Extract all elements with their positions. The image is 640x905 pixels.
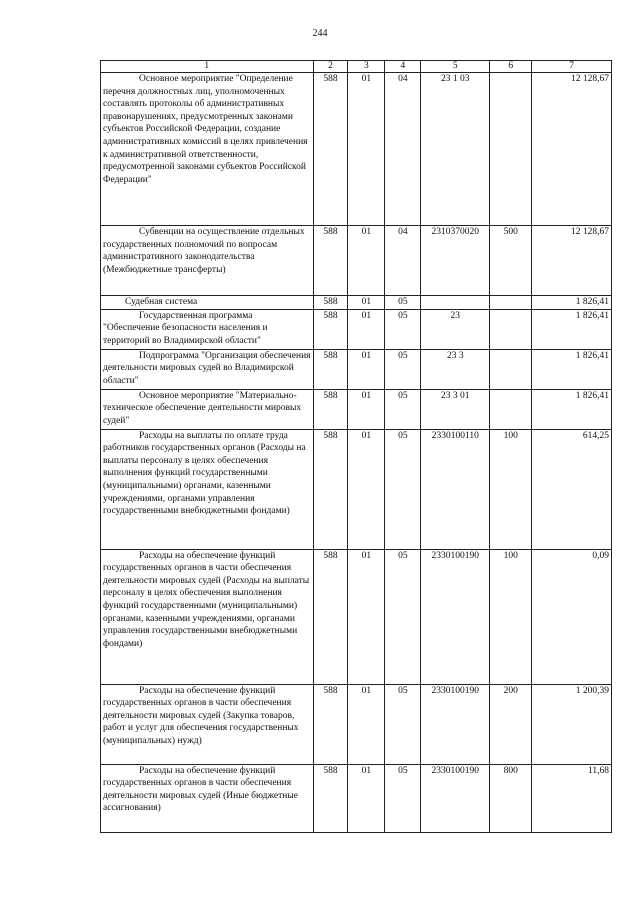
row-name: Судебная система bbox=[125, 297, 198, 307]
cell-col4: 05 bbox=[385, 389, 421, 429]
cell-col4: 05 bbox=[385, 296, 421, 310]
cell-col4: 05 bbox=[385, 764, 421, 832]
header-col-6: 6 bbox=[490, 61, 532, 73]
row-name: Расходы на обеспечение функций государственных органов в части обеспечения деятельности мировых судей (Закупка товаров, работ и услуг для обеспечения государственных (муниципальных) нужд) bbox=[103, 685, 299, 746]
cell-col2: 588 bbox=[313, 389, 348, 429]
cell-col3: 01 bbox=[348, 349, 385, 389]
row-name: Подпрограмма "Организация обеспечения деятельности мировых судей во Владимирской области" bbox=[103, 350, 311, 386]
cell-col3: 01 bbox=[348, 73, 385, 226]
header-col-7: 7 bbox=[532, 61, 612, 73]
cell-col4: 05 bbox=[385, 309, 421, 349]
row-name: Расходы на выплаты по оплате труда работников государственных органов (Расходы на выплаты персоналу в целях обеспечения выполнения функций государственными (муниципальными) органами, казенными учреждениями, органами управления государственными внебюджетными фондами) bbox=[103, 430, 306, 517]
cell-col7: 614,25 bbox=[532, 429, 612, 549]
cell-col3: 01 bbox=[348, 764, 385, 832]
table-row bbox=[101, 684, 612, 764]
cell-col6: 100 bbox=[490, 549, 532, 684]
cell-col6 bbox=[490, 73, 532, 226]
cell-col6 bbox=[490, 296, 532, 310]
cell-col3: 01 bbox=[348, 389, 385, 429]
cell-col5: 23 bbox=[421, 309, 490, 349]
cell-col4: 04 bbox=[385, 73, 421, 226]
cell-col4: 05 bbox=[385, 429, 421, 549]
cell-col2: 588 bbox=[313, 429, 348, 549]
cell-col4: 05 bbox=[385, 684, 421, 764]
cell-col2: 588 bbox=[313, 764, 348, 832]
row-name: Основное мероприятие "Материально-техническое обеспечение деятельности мировых судей" bbox=[103, 390, 302, 426]
cell-col5: 23 3 01 bbox=[421, 389, 490, 429]
table-row bbox=[101, 549, 612, 684]
header-col-4: 4 bbox=[385, 61, 421, 73]
cell-col7: 1 826,41 bbox=[532, 349, 612, 389]
budget-table bbox=[100, 60, 612, 833]
row-name: Расходы на обеспечение функций государственных органов в части обеспечения деятельности мировых судей (Расходы на выплаты персоналу в целях обеспечения выполнения функций государственными (муниципальными) органами, казенными учреждениями, органами управления государственными внебюджетными фондами) bbox=[103, 550, 310, 649]
header-row bbox=[101, 61, 612, 73]
cell-col2: 588 bbox=[313, 684, 348, 764]
cell-col7: 1 826,41 bbox=[532, 389, 612, 429]
cell-col2: 588 bbox=[313, 549, 348, 684]
cell-col7: 11,68 bbox=[532, 764, 612, 832]
row-name: Основное мероприятие "Определение перечня должностных лиц, уполномоченных составлять протоколы об административных правонарушениях, предусмотренных законами субъектов Российской Федерации, создание административных комиссий в целях привлечения к административной ответственности, предусмотренной законами субъектов Российской Федерации" bbox=[103, 74, 308, 185]
cell-col3: 01 bbox=[348, 226, 385, 296]
cell-col6: 800 bbox=[490, 764, 532, 832]
cell-col5: 2330100190 bbox=[421, 764, 490, 832]
cell-col5: 2330100190 bbox=[421, 549, 490, 684]
cell-col3: 01 bbox=[348, 309, 385, 349]
cell-col2: 588 bbox=[313, 226, 348, 296]
cell-col5: 23 1 03 bbox=[421, 73, 490, 226]
cell-col5: 23 3 bbox=[421, 349, 490, 389]
cell-col4: 04 bbox=[385, 226, 421, 296]
table-row bbox=[101, 73, 612, 226]
cell-col4: 05 bbox=[385, 349, 421, 389]
cell-col2: 588 bbox=[313, 296, 348, 310]
table-row bbox=[101, 349, 612, 389]
cell-col7: 1 826,41 bbox=[532, 309, 612, 349]
table-row bbox=[101, 296, 612, 310]
cell-col5: 2330100190 bbox=[421, 684, 490, 764]
row-name: Государственная программа "Обеспечение безопасности населения и территорий во Владимирской области" bbox=[103, 310, 268, 346]
cell-col2: 588 bbox=[313, 349, 348, 389]
cell-col7: 1 200,39 bbox=[532, 684, 612, 764]
cell-col2: 588 bbox=[313, 73, 348, 226]
cell-col7: 12 128,67 bbox=[532, 226, 612, 296]
cell-col3: 01 bbox=[348, 684, 385, 764]
cell-col2: 588 bbox=[313, 309, 348, 349]
table-row bbox=[101, 309, 612, 349]
page-number: 244 bbox=[312, 28, 328, 39]
cell-col6 bbox=[490, 309, 532, 349]
cell-col6: 500 bbox=[490, 226, 532, 296]
cell-col7: 1 826,41 bbox=[532, 296, 612, 310]
table-row bbox=[101, 429, 612, 549]
cell-col5 bbox=[421, 296, 490, 310]
header-col-5: 5 bbox=[421, 61, 490, 73]
cell-col6: 100 bbox=[490, 429, 532, 549]
header-col-2: 2 bbox=[313, 61, 348, 73]
cell-col3: 01 bbox=[348, 429, 385, 549]
row-name: Субвенции на осуществление отдельных государственных полномочий по вопросам административного законодательства (Межбюджетные трансферты) bbox=[103, 227, 305, 275]
header-col-3: 3 bbox=[348, 61, 385, 73]
table-row bbox=[101, 389, 612, 429]
cell-col6 bbox=[490, 389, 532, 429]
cell-col3: 01 bbox=[348, 549, 385, 684]
table-row bbox=[101, 764, 612, 832]
table-row bbox=[101, 226, 612, 296]
header-col-1: 1 bbox=[101, 61, 314, 73]
cell-col3: 01 bbox=[348, 296, 385, 310]
cell-col6 bbox=[490, 349, 532, 389]
row-name: Расходы на обеспечение функций государственных органов в части обеспечения деятельности мировых судей (Иные бюджетные ассигнования) bbox=[103, 765, 298, 814]
cell-col7: 0,09 bbox=[532, 549, 612, 684]
cell-col7: 12 128,67 bbox=[532, 73, 612, 226]
cell-col5: 2330100110 bbox=[421, 429, 490, 549]
cell-col4: 05 bbox=[385, 549, 421, 684]
cell-col6: 200 bbox=[490, 684, 532, 764]
cell-col5: 2310370020 bbox=[421, 226, 490, 296]
